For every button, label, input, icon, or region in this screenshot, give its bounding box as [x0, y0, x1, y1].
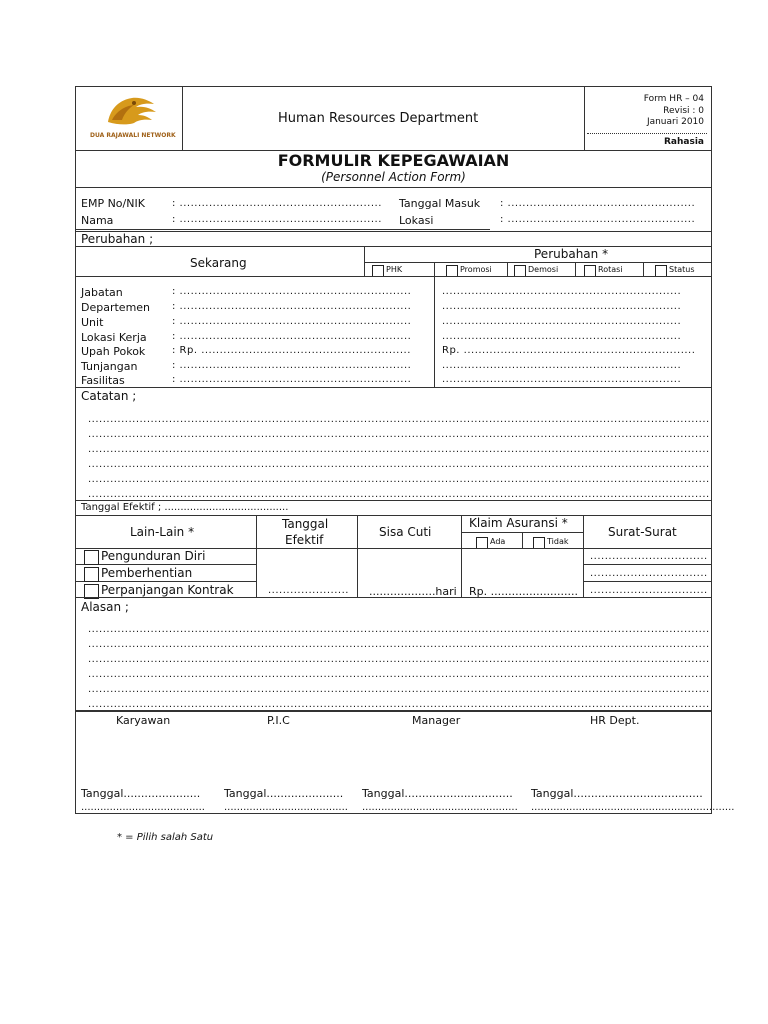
surat-value-3[interactable]: ................................	[590, 585, 708, 596]
catatan-line[interactable]: .........................................................................................................................................................................	[88, 429, 710, 440]
fasilitas-label: Fasilitas	[81, 374, 125, 387]
jabatan-label: Jabatan	[81, 286, 123, 299]
catatan-line[interactable]: .........................................................................................................................................................................	[88, 459, 710, 470]
ct-div-4	[643, 262, 644, 276]
catatan-line[interactable]: .........................................................................................................................................................................	[88, 444, 710, 455]
t2-div-1	[256, 515, 257, 597]
lokasi-field[interactable]: : ...................................................	[500, 214, 696, 225]
t2-surat-row-1	[583, 564, 712, 565]
change-types-top-line	[364, 262, 712, 263]
company-logo	[88, 92, 178, 144]
t2-div-4	[583, 515, 584, 597]
tunjangan-new[interactable]: .................................................................	[442, 360, 682, 371]
upah-pokok-label: Upah Pokok	[81, 345, 146, 358]
departemen-label: Departemen	[81, 301, 151, 314]
fasilitas-new[interactable]: .................................................................	[442, 374, 682, 385]
job-top-line	[75, 276, 712, 277]
emp-no-label: EMP No/NIK	[81, 197, 145, 210]
header-divider-right	[584, 86, 585, 150]
eagle-logo-icon	[88, 92, 178, 132]
tidak-label: Tidak	[547, 537, 569, 546]
perpanjangan-kontrak-label: Perpanjangan Kontrak	[101, 583, 234, 597]
hr-dept-label: HR Dept.	[590, 714, 640, 727]
tanggal-masuk-field[interactable]: : ...................................................	[500, 198, 696, 209]
job-bottom-line	[75, 387, 712, 388]
tanggal-efektif-value[interactable]: ......................	[268, 585, 349, 596]
emp-line-a	[75, 229, 490, 230]
ct-div-1	[434, 262, 435, 276]
rotasi-label: Rotasi	[598, 265, 623, 274]
upah-pokok-new[interactable]: Rp. ...............................................................	[442, 345, 696, 356]
promosi-label: Promosi	[460, 265, 492, 274]
surat-value-1[interactable]: ................................	[590, 551, 708, 562]
jabatan-current[interactable]: : ...............................................................	[172, 286, 412, 297]
phk-label: PHK	[386, 265, 403, 274]
ct-div-2	[507, 262, 508, 276]
karyawan-label: Karyawan	[116, 714, 171, 727]
tunjangan-current[interactable]: : ...............................................................	[172, 360, 412, 371]
jabatan-new[interactable]: .................................................................	[442, 286, 682, 297]
revision: Revisi : 0	[663, 106, 704, 116]
catatan-line[interactable]: .........................................................................................................................................................................	[88, 474, 710, 485]
alasan-line[interactable]: .........................................................................................................................................................................	[88, 669, 710, 680]
unit-new[interactable]: .................................................................	[442, 316, 682, 327]
lokasi-kerja-new[interactable]: .................................................................	[442, 331, 682, 342]
alasan-line[interactable]: .........................................................................................................................................................................	[88, 684, 710, 695]
ct-div-3	[575, 262, 576, 276]
t2-surat-row-2	[583, 581, 712, 582]
status-label: Status	[669, 265, 695, 274]
departemen-current[interactable]: : ...............................................................	[172, 301, 412, 312]
perubahan-label: Perubahan ;	[81, 232, 154, 246]
unit-current[interactable]: : ...............................................................	[172, 316, 412, 327]
catatan-label: Catatan ;	[81, 389, 137, 403]
footnote: * = Pilih salah Satu	[117, 832, 214, 843]
hr-tanggal[interactable]: Tanggal.....................................	[531, 787, 703, 800]
header-dotted-line	[587, 133, 707, 134]
department-title: Human Resources Department	[278, 111, 479, 126]
alasan-label: Alasan ;	[81, 600, 129, 614]
manager-tanggal[interactable]: Tanggal...............................	[362, 787, 513, 800]
perubahan-line	[75, 246, 712, 247]
unit-label: Unit	[81, 316, 104, 329]
emp-no-field[interactable]: : .......................................................	[172, 198, 382, 209]
alasan-line[interactable]: .........................................................................................................................................................................	[88, 654, 710, 665]
form-code: Form HR – 04	[643, 94, 704, 104]
logo-text: DUA RAJAWALI NETWORK	[90, 132, 176, 139]
catatan-bottom-line	[75, 500, 712, 501]
t2-row-2-line	[75, 581, 257, 582]
pic-label: P.I.C	[267, 714, 290, 727]
sekarang-label: Sekarang	[190, 256, 247, 270]
demosi-label: Demosi	[528, 265, 559, 274]
karyawan-sign[interactable]: .......................................	[81, 802, 205, 813]
catatan-line[interactable]: .........................................................................................................................................................................	[88, 489, 710, 500]
table2-top-line	[75, 515, 712, 516]
lokasi-label: Lokasi	[399, 214, 434, 227]
efektif-header: Efektif	[285, 533, 324, 547]
emp-bottom-line	[75, 231, 712, 232]
lokasi-kerja-label: Lokasi Kerja	[81, 331, 147, 344]
pengunduran-diri-label: Pengunduran Diri	[101, 549, 206, 563]
surat-value-2[interactable]: ................................	[590, 568, 708, 579]
alasan-bottom-line	[75, 710, 712, 712]
t2-bottom-line	[75, 597, 712, 598]
t2-div-3	[461, 515, 462, 597]
tanggal-efektif-field[interactable]: Tanggal Efektif ; .......................................	[81, 502, 289, 513]
pengunduran-diri-checkbox[interactable]	[84, 550, 99, 565]
sisa-cuti-header: Sisa Cuti	[379, 525, 432, 539]
manager-label: Manager	[412, 714, 461, 727]
surat-header: Surat-Surat	[608, 525, 677, 539]
pic-tanggal[interactable]: Tanggal......................	[224, 787, 344, 800]
nama-label: Nama	[81, 214, 114, 227]
form-date: Januari 2010	[646, 117, 704, 127]
t2-div-2	[357, 515, 358, 597]
ada-label: Ada	[490, 537, 506, 546]
form-subtitle: (Personnel Action Form)	[321, 170, 466, 184]
sisa-cuti-value[interactable]: ...................hari	[369, 585, 457, 598]
klaim-sub-divider	[522, 532, 523, 548]
title-bottom-line	[75, 187, 712, 188]
karyawan-tanggal[interactable]: Tanggal......................	[81, 787, 201, 800]
header-divider-left	[182, 86, 183, 150]
pic-sign[interactable]: .......................................	[224, 802, 348, 813]
classification-label: Rahasia	[664, 137, 704, 147]
upah-pokok-current[interactable]: : Rp. .........................................................	[172, 345, 411, 356]
alasan-line[interactable]: .........................................................................................................................................................................	[88, 699, 710, 710]
tunjangan-label: Tunjangan	[81, 360, 138, 373]
t2-row-1-line	[75, 564, 257, 565]
form-title: FORMULIR KEPEGAWAIAN	[277, 151, 510, 170]
hr-sign[interactable]: ................................................................	[531, 802, 735, 813]
departemen-new[interactable]: .................................................................	[442, 301, 682, 312]
klaim-header: Klaim Asuransi *	[469, 516, 568, 530]
lokasi-kerja-current[interactable]: : ...............................................................	[172, 331, 412, 342]
perubahan-star-label: Perubahan *	[534, 247, 609, 261]
alasan-line[interactable]: .........................................................................................................................................................................	[88, 624, 710, 635]
tanggal-header: Tanggal	[282, 517, 329, 531]
catatan-line[interactable]: .........................................................................................................................................................................	[88, 414, 710, 425]
alasan-line[interactable]: .........................................................................................................................................................................	[88, 639, 710, 650]
pemberhentian-checkbox[interactable]	[84, 567, 99, 582]
sekarang-divider	[364, 246, 365, 276]
pemberhentian-label: Pemberhentian	[101, 566, 193, 580]
nama-field[interactable]: : .......................................................	[172, 214, 382, 225]
manager-sign[interactable]: .................................................	[362, 802, 518, 813]
job-divider	[434, 276, 435, 387]
fasilitas-current[interactable]: : ...............................................................	[172, 374, 412, 385]
lain-lain-header: Lain-Lain *	[130, 525, 195, 539]
klaim-value[interactable]: Rp. .........................	[469, 585, 579, 598]
tanggal-masuk-label: Tanggal Masuk	[399, 197, 481, 210]
